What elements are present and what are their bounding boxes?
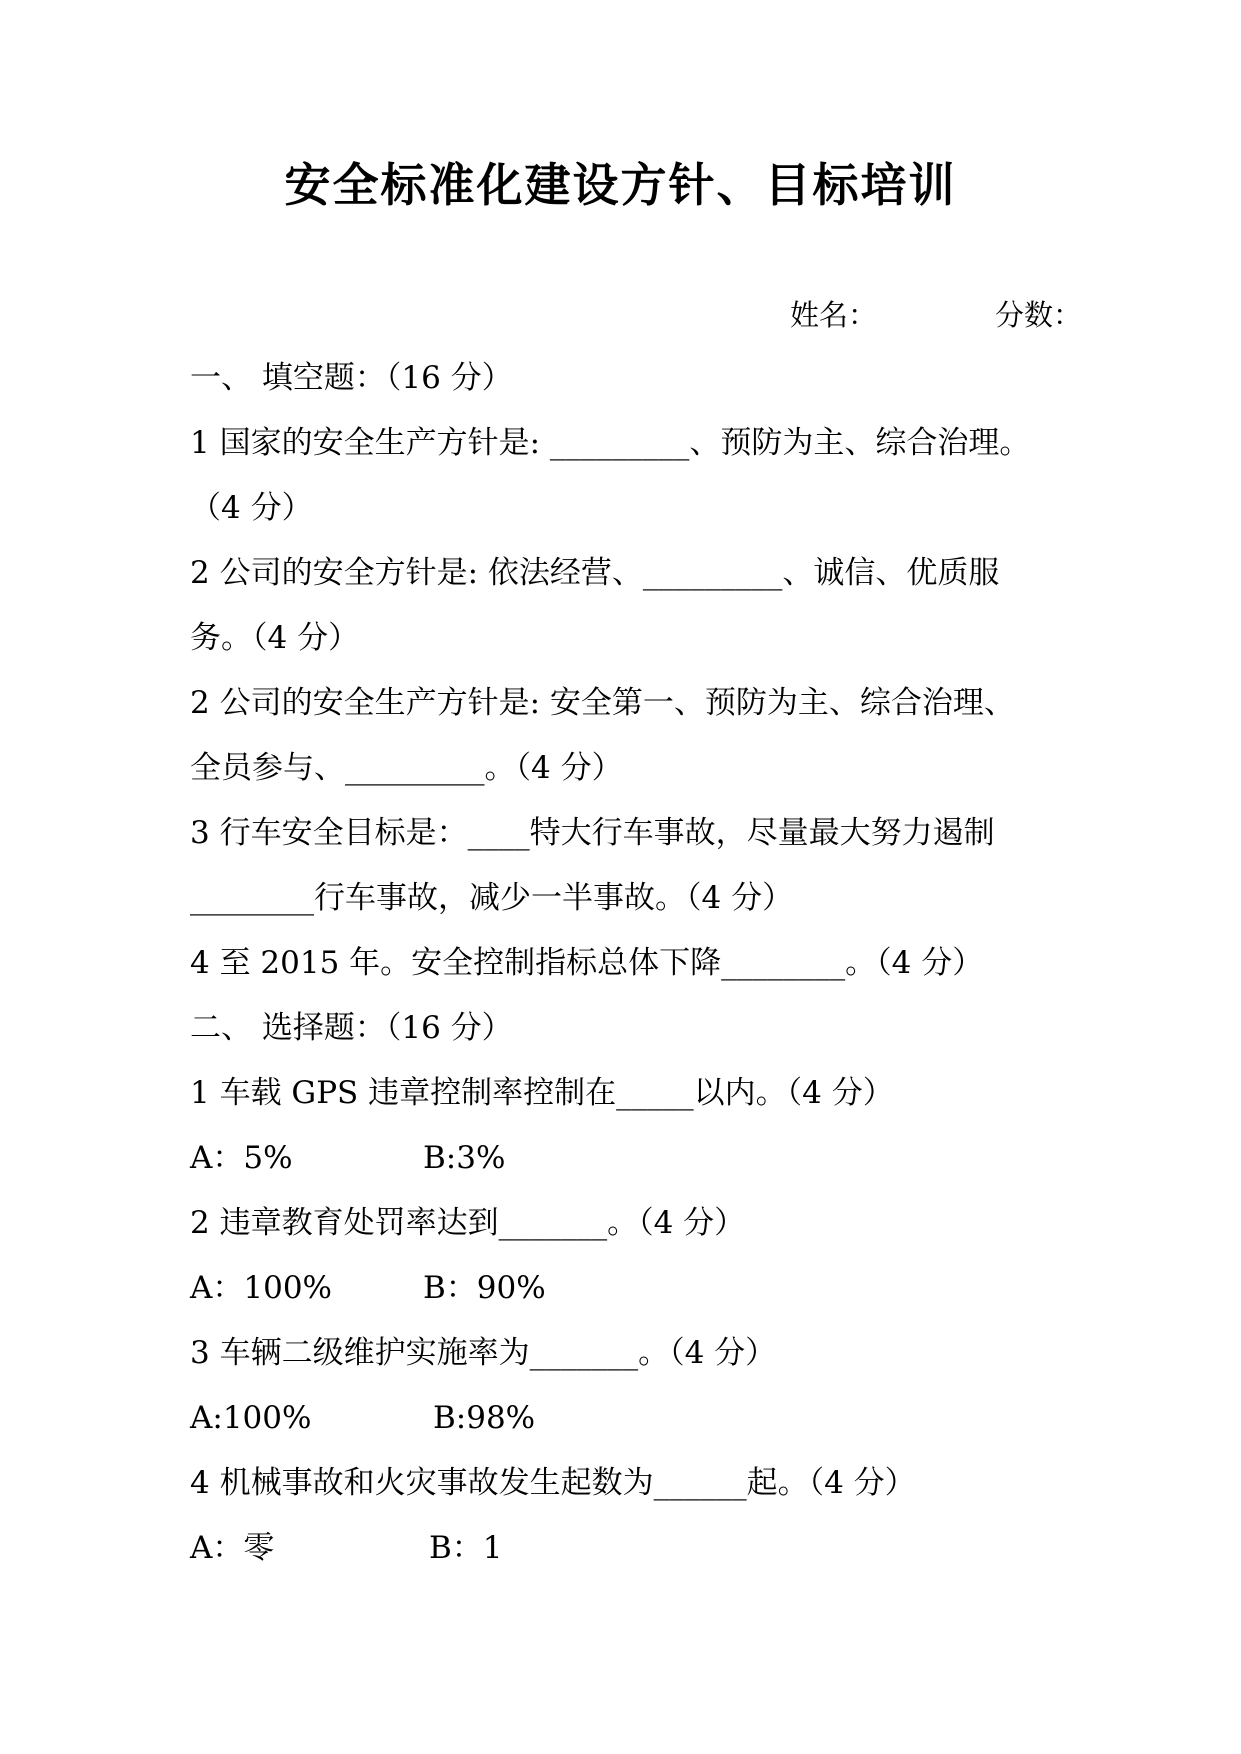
question-line: 1 国家的安全生产方针是: _________、预防为主、综合治理。 bbox=[190, 425, 1031, 461]
choice-question: 3 车辆二级维护实施率为_______。（4 分） bbox=[190, 1335, 777, 1371]
question-line: 2 公司的安全方针是: 依法经营、_________、诚信、优质服 bbox=[190, 555, 1000, 591]
choice-option-b: B:98% bbox=[433, 1400, 536, 1436]
choice-option-b: B：90% bbox=[423, 1270, 546, 1306]
choice-question: 1 车载 GPS 违章控制率控制在_____以内。（4 分） bbox=[190, 1075, 894, 1111]
question-line: 全员参与、_________。（4 分） bbox=[190, 750, 623, 786]
choice-option-a: A：5% bbox=[190, 1140, 293, 1176]
question-line: 4 至 2015 年。安全控制指标总体下降________。（4 分） bbox=[190, 945, 984, 981]
question-line: 2 公司的安全生产方针是: 安全第一、预防为主、综合治理、 bbox=[190, 685, 1015, 721]
choice-option-a: A：零 bbox=[190, 1530, 275, 1566]
choice-question: 2 违章教育处罚率达到_______。（4 分） bbox=[190, 1205, 746, 1241]
choice-question: 4 机械事故和火灾事故发生起数为______起。（4 分） bbox=[190, 1465, 916, 1501]
question-line: ________行车事故，减少一半事故。（4 分） bbox=[190, 880, 794, 916]
score-label: 分数： bbox=[995, 298, 1083, 332]
choice-option-b: B：1 bbox=[429, 1530, 503, 1566]
page-title: 安全标准化建设方针、目标培训 bbox=[284, 158, 957, 212]
choice-option-a: A：100% bbox=[190, 1270, 333, 1306]
question-line: 务。（4 分） bbox=[190, 620, 360, 656]
name-label: 姓名： bbox=[790, 298, 878, 332]
question-line: 3 行车安全目标是：____特大行车事故，尽量最大努力遏制 bbox=[190, 815, 995, 851]
choice-option-b: B:3% bbox=[423, 1140, 506, 1176]
choice-option-a: A:100% bbox=[190, 1400, 312, 1436]
question-line: （4 分） bbox=[190, 490, 313, 526]
section-heading-choice: 二、 选择题：（16 分） bbox=[190, 1010, 513, 1046]
section-heading-fill-blank: 一、 填空题：（16 分） bbox=[190, 360, 513, 396]
